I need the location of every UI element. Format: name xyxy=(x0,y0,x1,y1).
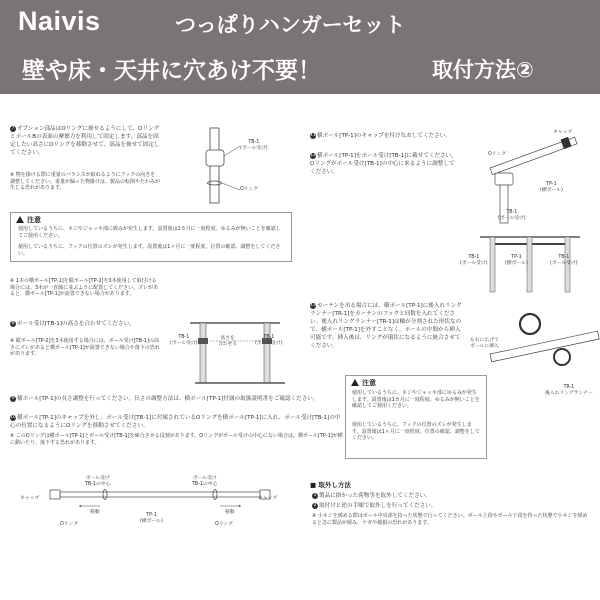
label-tb1-f2: TB-1 (ポール受け) xyxy=(550,255,578,266)
cap-left xyxy=(50,490,60,499)
label-oring: Oリング xyxy=(240,187,259,192)
caution-label: 注意 xyxy=(362,379,376,387)
warning-icon xyxy=(16,216,24,223)
label-tb1-left: TB-1 (ポール受け) xyxy=(170,335,198,346)
caution-1-b: 使用しているうちに、フックの位置のズレが発生します。設置後は1ヶ月に一度程度、位置の確認、調整をしてください。 xyxy=(18,244,281,257)
step-7 xyxy=(10,125,160,157)
step-8-text: ポール受け[TB-1]の高さを合わせてください。 xyxy=(17,321,135,327)
label-tp1: TP-1 (横ポール) xyxy=(140,513,163,524)
removal-sub: ※ 小ネジを緩める際はポール中央部を持った状態で行ってください。ポール上段やポール下段を持った状態で小ネジを緩めると急に製品が緩み、ケガや破損の恐れがあります。 xyxy=(312,513,588,526)
step-11 xyxy=(310,132,460,140)
pole-holder xyxy=(206,150,224,166)
label-tr1: TR-1 後入れリングランナー xyxy=(545,385,593,396)
caution-label: 注意 xyxy=(27,216,41,224)
label-move-right: 移動 xyxy=(225,510,235,515)
step8-diagram xyxy=(170,318,300,388)
caution-2-a: 使用しているうちに、ネジやジャッキ部にゆるみが発生します。設置後は1カ月に一度程度、ゆるみが無いことを確認してご使用ください。 xyxy=(352,390,480,409)
removal-step-2 xyxy=(312,502,592,510)
step-number: 2 xyxy=(313,502,317,508)
label-center-left: ポール受け TB-1の中心 xyxy=(85,476,111,487)
label-tb1-right: TB-1 (ポール受け) xyxy=(255,335,283,346)
step-7-note: ※ 物を掛ける際に重量のバランスが取れるようにフックの向きを調整してください。重量が偏った物掛けは、製品の転倒やたわみが生じる恐れがあります。 xyxy=(10,172,161,191)
step-number: 12 xyxy=(310,152,316,158)
step-8-note: ※ 1本の横ポール[TP-1]を縦ポール[TP-2]を3本使用して取付ける場合には、3本が一直線に並ぶように配置してください。ズレがあると、横ポール[TP-1]が設置できない場合があります。 xyxy=(10,278,159,297)
removal-step-1 xyxy=(312,492,592,500)
label-tp1-f: TP-1 (横ポール) xyxy=(505,255,528,266)
label-oring-left: Oリング xyxy=(60,522,79,527)
label-center-right: ポール受け TB-1の中心 xyxy=(192,476,218,487)
step11-diagram xyxy=(470,128,590,223)
step-number: 9 xyxy=(11,395,15,401)
caution-1-a: 使用しているうちに、ネジやジャッキ部に緩みが発生します。設置後は1カ月に一度程度、ゆるみが無いことを確認してご使用ください。 xyxy=(18,226,281,239)
step-number: 10 xyxy=(10,414,16,420)
removal-step-1-text: 製品に掛かった荷物等を取外してください。 xyxy=(319,493,431,499)
product-title: つっぱりハンガーセット xyxy=(175,13,406,37)
step13-diagram xyxy=(470,302,595,397)
step-9 xyxy=(10,395,345,403)
label-tb1: TB-1 (ポール受け) xyxy=(240,140,268,151)
label-cap-top: キャップ xyxy=(553,130,573,135)
caution-heading-2 xyxy=(351,378,376,388)
label-oring-top: Oリング xyxy=(488,152,507,157)
label-ring-hint: 左右に広げて ポールに挿入 xyxy=(470,338,499,349)
step-10 xyxy=(10,414,345,430)
label-tp1-top: TP-1 (横ポール) xyxy=(540,182,563,193)
step-number: 13 xyxy=(310,302,316,308)
step-8 xyxy=(10,320,160,328)
label-tb1-f1: TB-1 (ポール受け) xyxy=(460,255,488,266)
caution-heading-1 xyxy=(16,215,41,225)
step-10-text: 横ポール[TP-1]のキャップを外し、ポール受け[TB-1]に付属されているOリングを横ポール[TP-1]に入れ、ポール受け[TB-1]の中心の位置になるようにOリングを移動させてください。 xyxy=(10,415,341,429)
caution-2-b: 使用しているうちに、フックの位置のズレが発生します。設置後は1ヶ月に一度程度、位置の確認、調整をしてください。 xyxy=(352,422,480,441)
step-10-sub: ※ このOリングは横ポール[TP-1]とポール受け[TB-1]を締合させる役割があります。Oリングがポール受けの中心にない場合は、横ポール[TP-1]が横に動いたり、落下する恐れがあります。 xyxy=(10,433,343,446)
step-number: 8 xyxy=(11,320,15,326)
removal-heading: ■ 取外し方法 xyxy=(310,481,351,489)
step-number: 1 xyxy=(313,492,317,498)
label-oring-right: Oリング xyxy=(215,522,234,527)
step-13 xyxy=(310,302,465,350)
removal-step-2-text: 取付けと逆の手順で取外しを行ってください。 xyxy=(319,503,437,509)
label-height: 高さを 合わせる xyxy=(218,336,238,347)
section-title: 取付方法② xyxy=(432,58,534,82)
label-tb1-top: TB-1 (ポール受け) xyxy=(498,210,526,221)
step-9-text: 横ポール[TP-1]の長さ調整を行ってください。長さの調整方法は、横ポール[TP-1]付属の取扱説明書をご確認ください。 xyxy=(17,396,319,402)
warning-icon xyxy=(351,379,359,386)
label-cap-right: キャップ xyxy=(258,496,278,501)
tagline: 壁や床・天井に穴あけ不要！ xyxy=(22,58,321,84)
step-number: 7 xyxy=(11,125,15,131)
step-12 xyxy=(310,152,460,176)
step-12-text: 横ポール[TP-1]をポール受け[TB-1]に載せてください。Oリングがポール受け[TB-1]の中心に来るように調整してください。 xyxy=(310,153,457,175)
brand-name: Naivis xyxy=(18,6,101,36)
step-13-text: カーテンを吊る場合には、横ポール[TP-1]に後入れリングランナー[TR-1]をカーテンのフックと同数を入れてください。後入れリングランナー[TR-1]は輪が分割された形状なので、横ポール[TP-1]を外すことなく、ポールの中間から挿入可能です。挿入後は、リングが環状になるように統合させてください。 xyxy=(310,303,462,349)
step-8-sub: ※ 縦ポール[TP-2]を3本使用する場合には、ポール受け[TB-1]の高さにズレがあると横ポール[TP-1]が設置できない場合や落下の恐れがあります。 xyxy=(10,338,160,357)
horizontal-pole xyxy=(60,492,260,497)
label-cap-left: キャップ xyxy=(20,496,40,501)
header-banner xyxy=(0,0,600,94)
step-7-text: オプション部品はOリングに被せるようにして、OリングとポールBの表面の摩擦力を利用して固定します。部品を固定したい高さにOリングを移動させて、部品を被せて固定してください。 xyxy=(10,126,160,156)
step-number: 11 xyxy=(310,132,316,138)
label-move-left: 移動 xyxy=(90,510,100,515)
step-11-text: 横ポール[TP-1]のキャップを付けなおしてください。 xyxy=(317,133,451,139)
